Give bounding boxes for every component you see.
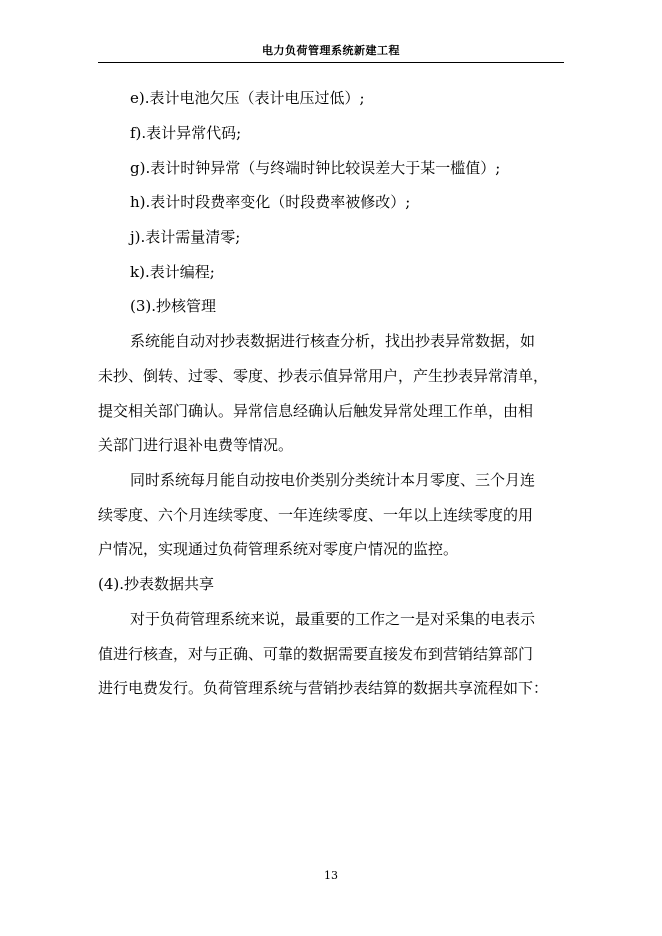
list-item-f: f).表计异常代码; [130, 124, 242, 142]
section-heading-3: (3).抄核管理 [130, 297, 217, 315]
header-divider [98, 62, 564, 63]
page-number: 13 [324, 869, 338, 882]
list-item-g: g).表计时钟异常（与终端时钟比较误差大于某一槛值）; [130, 159, 501, 177]
running-header: 电力负荷管理系统新建工程 [262, 44, 400, 57]
list-item-k: k).表计编程; [130, 263, 215, 281]
list-item-h: h).表计时段费率变化（时段费率被修改）; [130, 193, 411, 211]
paragraph-line: 对于负荷管理系统来说，最重要的工作之一是对采集的电表示 [130, 610, 536, 628]
section-heading-4: (4).抄表数据共享 [98, 575, 215, 593]
paragraph-line: 同时系统每月能自动按电价类别分类统计本月零度、三个月连 [130, 471, 536, 489]
paragraph-line: 提交相关部门确认。异常信息经确认后触发异常处理工作单，由相 [98, 402, 534, 420]
paragraph-line: 关部门进行退补电费等情况。 [98, 436, 294, 454]
paragraph-line: 值进行核查，对与正确、可靠的数据需要直接发布到营销结算部门 [98, 645, 534, 663]
paragraph-line: 系统能自动对抄表数据进行核查分析，找出抄表异常数据，如 [130, 332, 536, 350]
list-item-j: j).表计需量清零; [130, 228, 241, 246]
list-item-e: e).表计电池欠压（表计电压过低）; [130, 89, 365, 107]
paragraph-line: 进行电费发行。负荷管理系统与营销抄表结算的数据共享流程如下： [98, 679, 549, 697]
paragraph-line: 续零度、六个月连续零度、一年连续零度、一年以上连续零度的用 [98, 506, 534, 524]
paragraph-line: 未抄、倒转、过零、零度、抄表示值异常用户，产生抄表异常清单， [98, 367, 549, 385]
paragraph-line: 户情况，实现通过负荷管理系统对零度户情况的监控。 [98, 540, 459, 558]
